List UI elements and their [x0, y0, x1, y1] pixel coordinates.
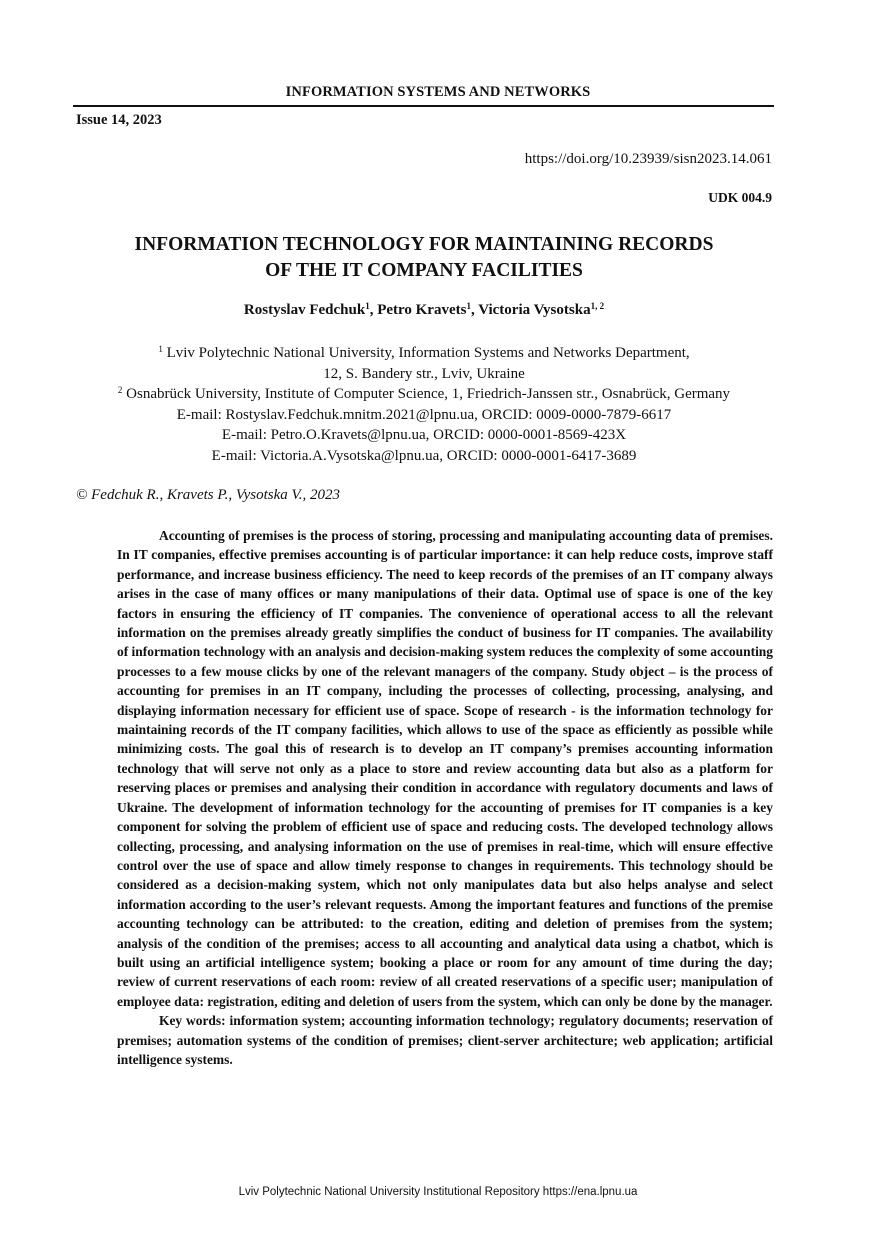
issue-label: Issue 14, 2023	[76, 112, 162, 128]
udk-code: UDK 004.9	[708, 190, 772, 205]
title-line-1: INFORMATION TECHNOLOGY FOR MAINTAINING RECORDS	[134, 234, 714, 255]
keywords-text: Key words: information system; accounting information technology; regulatory documents; reservation of premises; automation systems of the condition of premises; client-server architecture; web application; artificial intelligence systems.	[117, 1013, 773, 1067]
author-name: Victoria Vysotska	[478, 302, 591, 318]
doi-link[interactable]: https://doi.org/10.23939/sisn2023.14.061	[524, 151, 772, 167]
affiliation-1	[0, 343, 848, 364]
journal-name: INFORMATION SYSTEMS AND NETWORKS	[285, 84, 591, 100]
abstract-text: Accounting of premises is the process of storing, processing and manipulating accounting data of premises. In IT companies, effective premises accounting is of particular importance: it can help reduce costs, improve staff performance, and increase business efficiency. The need to keep records of the premises of an IT company always arises in the case of many offices or many manipulations of their data. Optimal use of space is one of the key factors in ensuring the efficiency of IT companies. The convenience of operational access to all the relevant information on the premises already greatly simplifies the conduct of business for IT companies. The availability of information technology with an analysis and decision-making system reduces the complexity of some accounting processes to a few mouse clicks by one of the relevant managers of the company. Study object – is the process of accounting for premises in an IT company, including the processes of collecting, processing, analysing, and displaying information necessary for efficient use of space. Scope of research - is the information technology for maintaining records of the IT company facilities, which allows to use of the space as efficiently as possible while minimizing costs. The goal this of research is to develop an IT company’s premises accounting information technology that will serve not only as a place to store and review accounting data but also as a platform for reserving places or premises and analysing their condition in accordance with regulatory documents and laws of Ukraine. The development of information technology for the accounting of premises for IT companies is a key component for solving the problem of efficient use of space and reducing costs. The developed technology allows collecting, processing, and analysing information on the use of premises in real-time, which will ensure effective control over the use of space and allow timely response to changes in requirements. This technology should be considered as a decision-making system, which not only manipulates data but also helps analyse and select information according to the user’s relevant requests. Among the important features and functions of the premise accounting technology can be attributed: to the creation, editing and deletion of premises from the system; analysis of the condition of the premises; access to all accounting and analytical data using a chatbot, which is built using an artificial intelligence system; booking a place or room for any amount of time during the day; review of current reservations of each room: review of all created reservations of a specific user; manipulation of employee data: registration, editing and deletion of users from the system, which can only be done by the manager.	[117, 528, 773, 1009]
email-line-2: E-mail: Petro.O.Kravets@lpnu.ua, ORCID: 0000-0001-8569-423X	[221, 427, 627, 443]
abstract-block	[117, 526, 773, 1069]
affiliation-mark: 2	[117, 385, 123, 395]
author-name: Rostyslav Fedchuk	[243, 302, 366, 318]
copyright-notice: © Fedchuk R., Kravets P., Vysotska V., 2023	[76, 487, 341, 503]
email-line-3: E-mail: Victoria.A.Vysotska@lpnu.ua, ORCID: 0000-0001-6417-3689	[211, 447, 637, 464]
author-name: Petro Kravets	[377, 302, 467, 318]
header-rule	[73, 105, 774, 107]
email-line-1: E-mail: Rostyslav.Fedchuk.mnitm.2021@lpnu.ua, ORCID: 0009-0000-7879-6617	[176, 406, 672, 423]
author-separator: ,	[369, 302, 378, 318]
author-affiliation-mark: 1	[365, 301, 370, 311]
affiliation-1-line-2: 12, S. Bandery str., Lviv, Ukraine	[323, 365, 525, 382]
author-affiliation-mark: 1, 2	[590, 301, 605, 311]
affiliation-2	[0, 384, 848, 405]
affiliations-block	[0, 343, 848, 466]
affiliation-2-text: Osnabrück University, Institute of Computer Science, 1, Friedrich-Janssen str., Osnabrück, Germany	[126, 386, 731, 402]
author-list	[0, 302, 848, 319]
author-affiliation-mark: 1	[466, 301, 471, 311]
affiliation-mark: 1	[158, 344, 163, 354]
repository-footer: Lviv Polytechnic National University Institutional Repository https://ena.lpnu.ua	[238, 1186, 638, 1198]
title-line-2: OF THE IT COMPANY FACILITIES	[265, 260, 583, 281]
article-title	[0, 232, 848, 284]
affiliation-1-line-1: Lviv Polytechnic National University, Information Systems and Networks Department,	[166, 345, 690, 361]
author-separator: ,	[470, 302, 479, 318]
